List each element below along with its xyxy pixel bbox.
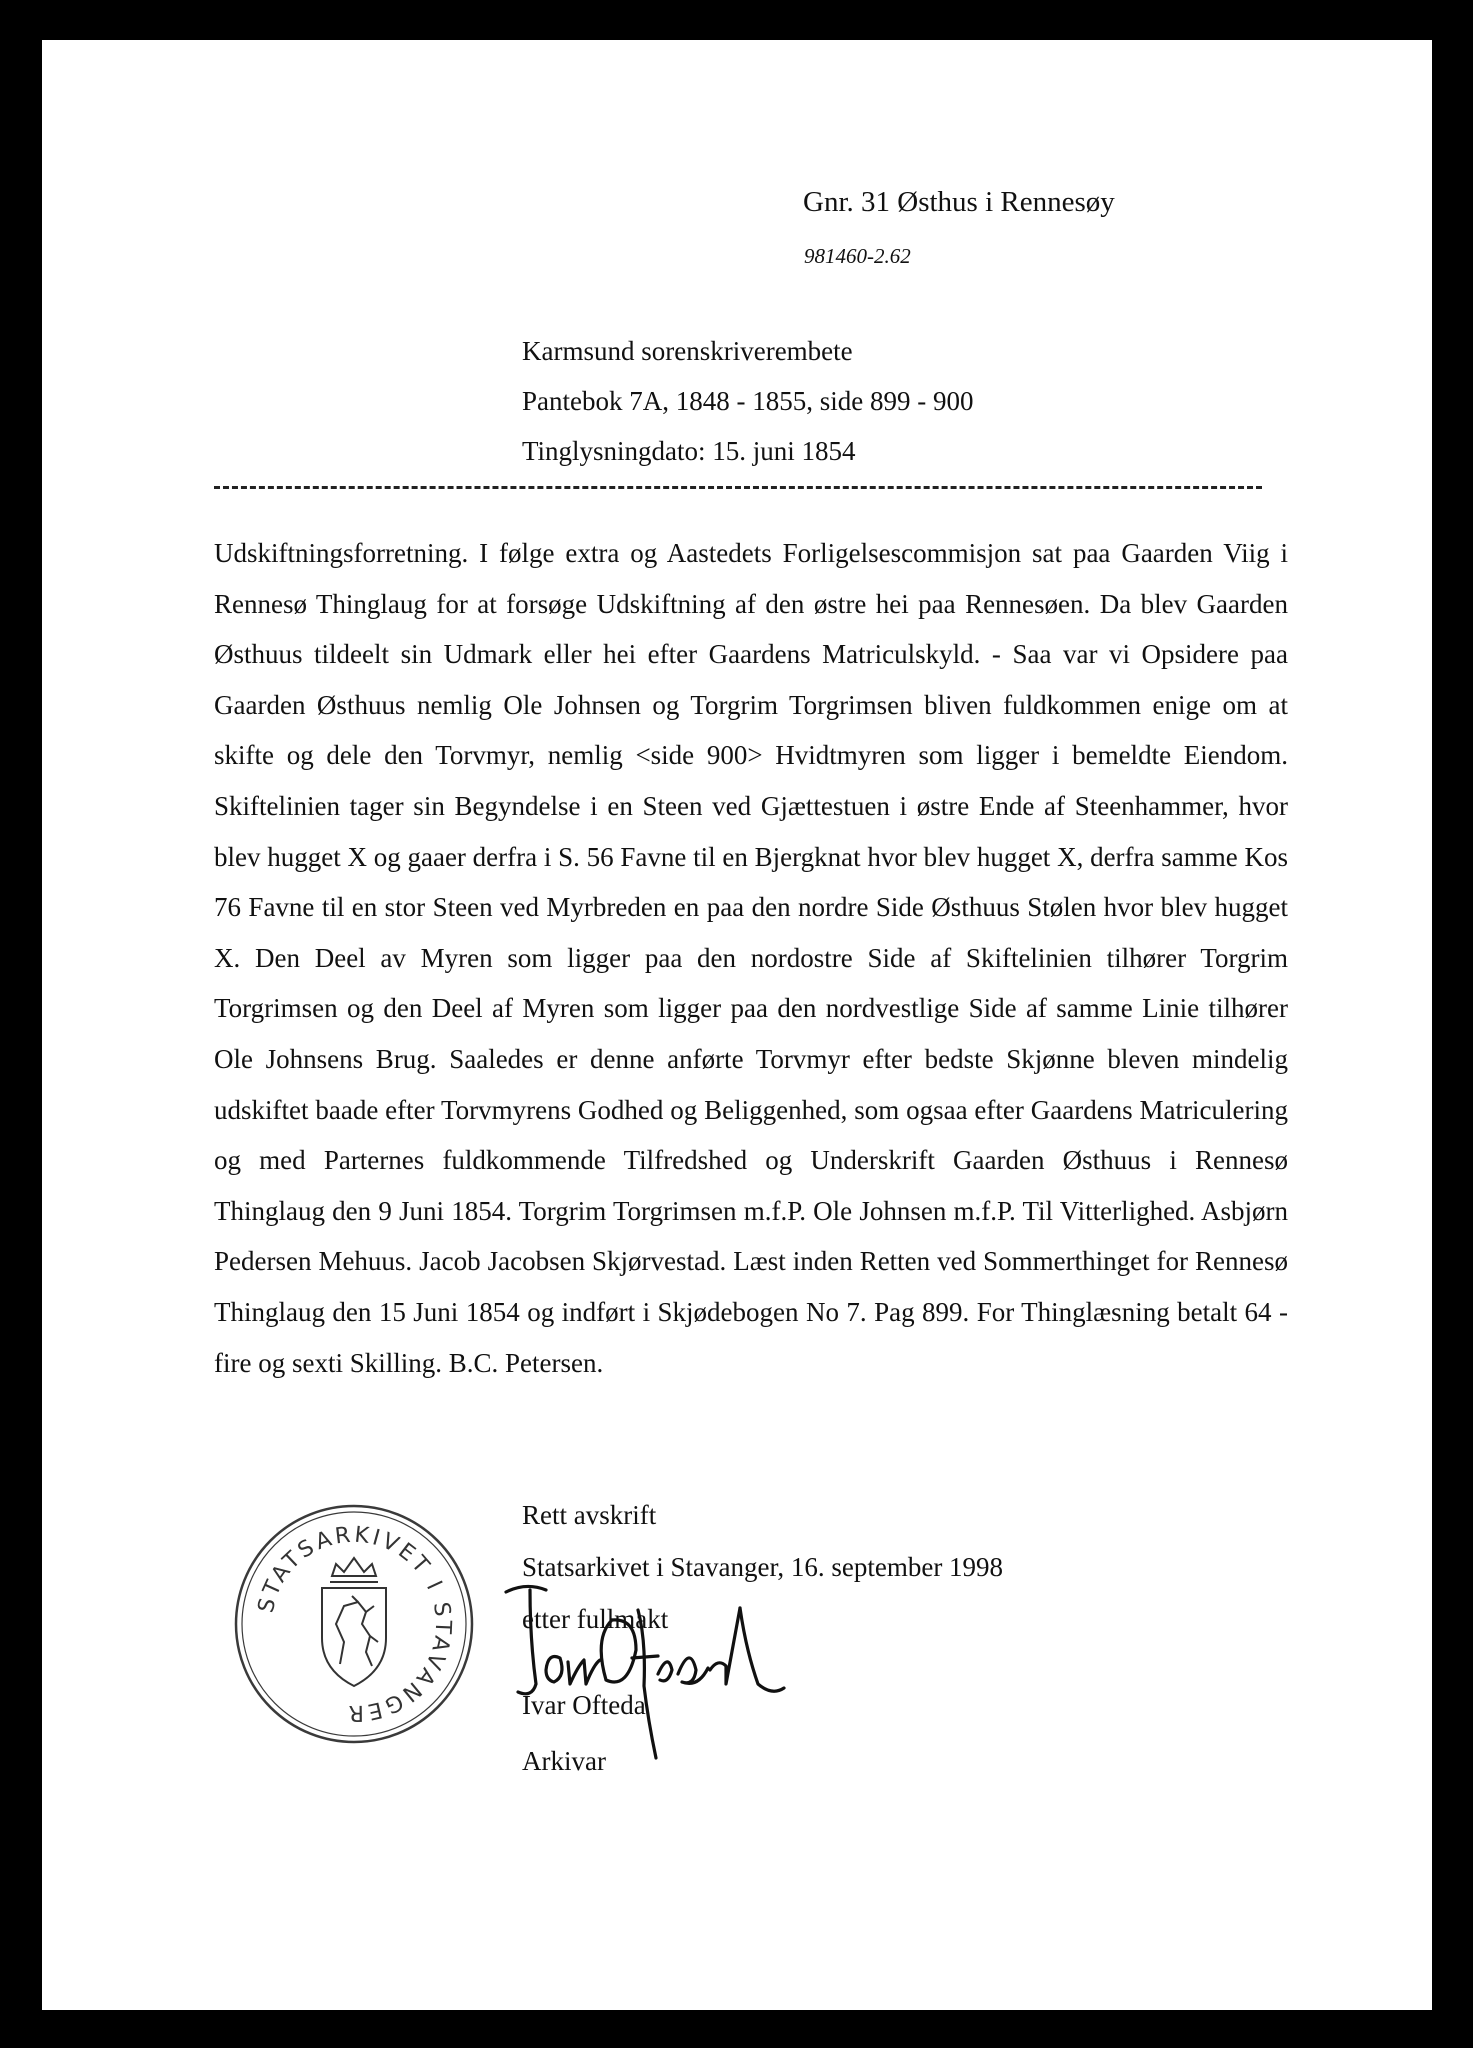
handwritten-signature — [500, 1580, 810, 1780]
signer-name: Ivar Ofteda — [522, 1690, 646, 1720]
certification-text: Rett avskrift — [522, 1500, 657, 1530]
source-book: Pantebok 7A, 1848 - 1855, side 899 - 900 — [522, 386, 974, 416]
authority-line: etter fullmakt — [522, 1604, 669, 1634]
seal-text: STATSARKIVET I STAVANGER — [253, 1522, 456, 1726]
coat-of-arms-icon — [322, 1558, 386, 1686]
transcript-body: Udskiftningsforretning. I følge extra og Aastedets Forligelsescommisjon sat paa Gaarden Viig i Rennesø Thinglaug for at forsøge Udskiftning af den østre hei paa Rennesøen. Da blev Gaarden Østhuus tildeelt sin Udmark eller hei efter Gaardens Matriculskyld. - Saa var vi Opsidere paa Gaarden Østhuus nemlig Ole Johnsen og Torgrim Torgrimsen bliven fuldkommen enige om at skifte og dele den Torvmyr, nemlig <side 900> Hvidtmyren som ligger i bemeldte Eiendom. Skiftelinien tager sin Begyndelse i en Steen ved Gjættestuen i østre Ende af Steenhammer, hvor blev hugget X og gaaer derfra i S. 56 Favne til en Bjergknat hvor blev hugget X, derfra samme Kos 76 Favne til en stor Steen ved Myrbreden en paa den nordre Side Østhuus Stølen hvor blev hugget X. Den Deel av Myren som ligger paa den nordostre Side af Skiftelinien tilhører Torgrim Torgrimsen og den Deel af Myren som ligger paa den nordvestlige Side af samme Linie tilhører Ole Johnsens Brug. Saaledes er denne anførte Torvmyr efter bedste Skjønne bleven mindelig udskiftet baade efter Torvmyrens Godhed og Beliggenhed, som ogsaa efter Gaardens Matriculering og med Parternes fuldkommende Tilfredshed og Underskrift Gaarden Østhuus i Rennesø Thinglaug den 9 Juni 1854. Torgrim Torgrimsen m.f.P. Ole Johnsen m.f.P. Til Vitterlighed. Asbjørn Pedersen Mehuus. Jacob Jacobsen Skjørvestad. Læst inden Retten ved Sommerthinget for Rennesø Thinglaug den 15 Juni 1854 og indført i Skjødebogen No 7. Pag 899. For Thinglæsning betalt 64 - fire og sexti Skilling. B.C. Petersen. — [214, 538, 1288, 1378]
registration-date: Tinglysningdato: 15. juni 1854 — [522, 436, 856, 466]
signer-title: Arkivar — [522, 1746, 606, 1776]
source-office: Karmsund sorenskriverembete — [522, 336, 853, 366]
property-title: Gnr. 31 Østhus i Rennesøy — [803, 186, 1115, 218]
reference-code: 981460-2.62 — [804, 244, 911, 268]
place-date: Statsarkivet i Stavanger, 16. september 1998 — [522, 1552, 1004, 1582]
archive-seal-stamp — [232, 1502, 476, 1746]
dashed-divider — [214, 486, 1262, 489]
document-page — [42, 40, 1432, 2010]
